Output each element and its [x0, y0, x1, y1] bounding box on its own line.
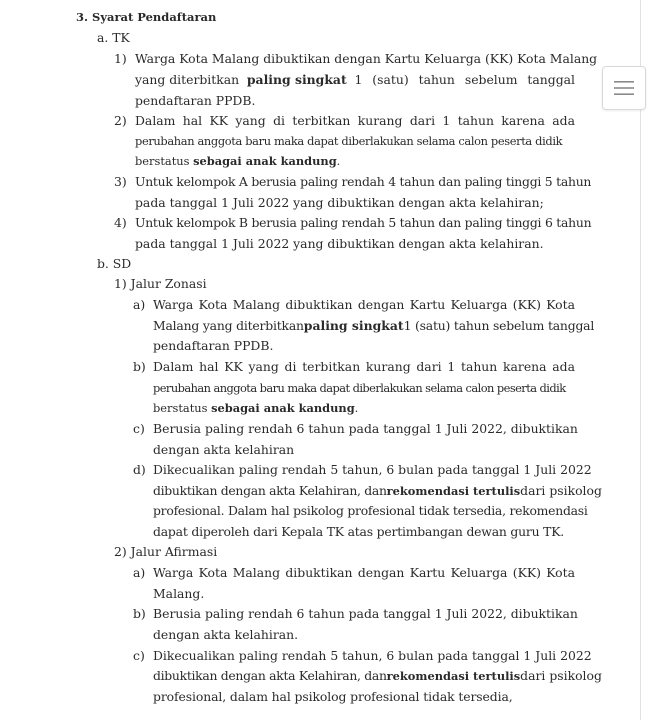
list-item-text: Dalam hal KK yang di terbitkan kurang dari 1 tahun karena ada [135, 113, 575, 128]
list-item-text: dengan akta kelahiran [153, 442, 295, 457]
list-item-text [153, 318, 595, 334]
hamburger-menu-icon [614, 80, 634, 96]
list-item-text [153, 668, 602, 684]
list-item-text: Dikecualikan paling rendah 5 tahun, 6 bulan pada tanggal 1 Juli 2022 [153, 648, 592, 663]
list-item-number: 1) [114, 51, 127, 66]
list-item-text: profesional, dalam hal psikolog profesional tidak tersedia, [153, 689, 513, 704]
list-item-text [153, 483, 602, 499]
jalur-afirmasi-heading: 2) Jalur Afirmasi [114, 544, 218, 559]
emphasis-text: paling singkat [303, 318, 404, 333]
emphasis-text: paling singkat [246, 72, 347, 87]
jalur-zonasi-heading: 1) Jalur Zonasi [114, 276, 207, 291]
list-item-text [153, 400, 358, 416]
list-item-letter: d) [133, 462, 146, 477]
text-run: yang diterbitkan [135, 72, 240, 87]
list-item-text: Untuk kelompok B berusia paling rendah 5 tahun dan paling tinggi 6 tahun [135, 215, 592, 230]
list-item-letter: a) [133, 565, 146, 580]
list-item-letter: c) [133, 421, 145, 436]
text-run: . [336, 154, 341, 168]
list-item-text: Berusia paling rendah 6 tahun pada tanggal 1 Juli 2022, dibuktikan [153, 606, 578, 621]
list-item-text: pada tanggal 1 Juli 2022 yang dibuktikan dengan akta kelahiran. [135, 236, 544, 251]
list-item-text: Warga Kota Malang dibuktikan dengan Kartu Keluarga (KK) Kota Malang [135, 51, 598, 66]
text-run: berstatus [135, 154, 190, 168]
subsection-sd-label: b. SD [97, 256, 132, 271]
emphasis-text: sebagai anak kandung [211, 401, 355, 415]
list-item-text [135, 153, 340, 169]
list-item-letter: b) [133, 359, 146, 374]
list-item-letter: a) [133, 297, 146, 312]
text-run: 1 (satu) tahun sebelum tanggal [403, 318, 595, 333]
list-item-text: Dikecualikan paling rendah 5 tahun, 6 bulan pada tanggal 1 Juli 2022 [153, 462, 592, 477]
list-item-text: profesional. Dalam hal psikolog profesional tidak tersedia, rekomendasi [153, 503, 588, 518]
list-item-text: pendaftaran PPDB. [153, 338, 274, 353]
list-item-text: Malang. [153, 586, 205, 601]
list-item-text: Dalam hal KK yang di terbitkan kurang dari 1 tahun karena ada [153, 359, 575, 374]
subsection-tk-label: a. TK [97, 30, 130, 45]
list-item-text: perubahan anggota baru maka dapat diberlakukan selama calon peserta didik [135, 134, 563, 148]
text-run: . [354, 401, 359, 415]
list-item-text: Warga Kota Malang dibuktikan dengan Kartu Keluarga (KK) Kota [153, 297, 575, 312]
list-item-text: Berusia paling rendah 6 tahun pada tanggal 1 Juli 2022, dibuktikan [153, 421, 578, 436]
menu-button[interactable] [602, 66, 646, 110]
text-run: dibuktikan dengan akta Kelahiran, dan [153, 668, 387, 683]
text-run: Malang yang diterbitkan [153, 318, 304, 333]
text-run: 1 (satu) tahun sebelum tanggal [354, 72, 575, 87]
text-run: dibuktikan dengan akta Kelahiran, dan [153, 483, 387, 498]
list-item-text: dapat diperoleh dari Kepala TK atas pertimbangan dewan guru TK. [153, 524, 565, 539]
emphasis-text: sebagai anak kandung [193, 154, 337, 168]
emphasis-text: rekomendasi tertulis [386, 484, 521, 498]
list-item-text [135, 72, 575, 88]
text-run: berstatus [153, 401, 208, 415]
section-title: 3. Syarat Pendaftaran [76, 10, 217, 24]
text-run: dari psikolog [520, 483, 602, 498]
list-item-text: dengan akta kelahiran. [153, 627, 299, 642]
list-item-text: perubahan anggota baru maka dapat diberlakukan selama calon peserta didik [153, 381, 566, 395]
text-run: dari psikolog [520, 668, 602, 683]
list-item-letter: b) [133, 606, 146, 621]
list-item-number: 4) [114, 215, 127, 230]
list-item-number: 3) [114, 174, 127, 189]
list-item-text: pendaftaran PPDB. [135, 93, 256, 108]
list-item-letter: c) [133, 648, 145, 663]
emphasis-text: rekomendasi tertulis [386, 669, 521, 683]
list-item-text: Untuk kelompok A berusia paling rendah 4 tahun dan paling tinggi 5 tahun [135, 174, 592, 189]
list-item-text: pada tanggal 1 Juli 2022 yang dibuktikan dengan akta kelahiran; [135, 195, 544, 210]
list-item-text: Warga Kota Malang dibuktikan dengan Kartu Keluarga (KK) Kota [153, 565, 575, 580]
list-item-number: 2) [114, 113, 127, 128]
